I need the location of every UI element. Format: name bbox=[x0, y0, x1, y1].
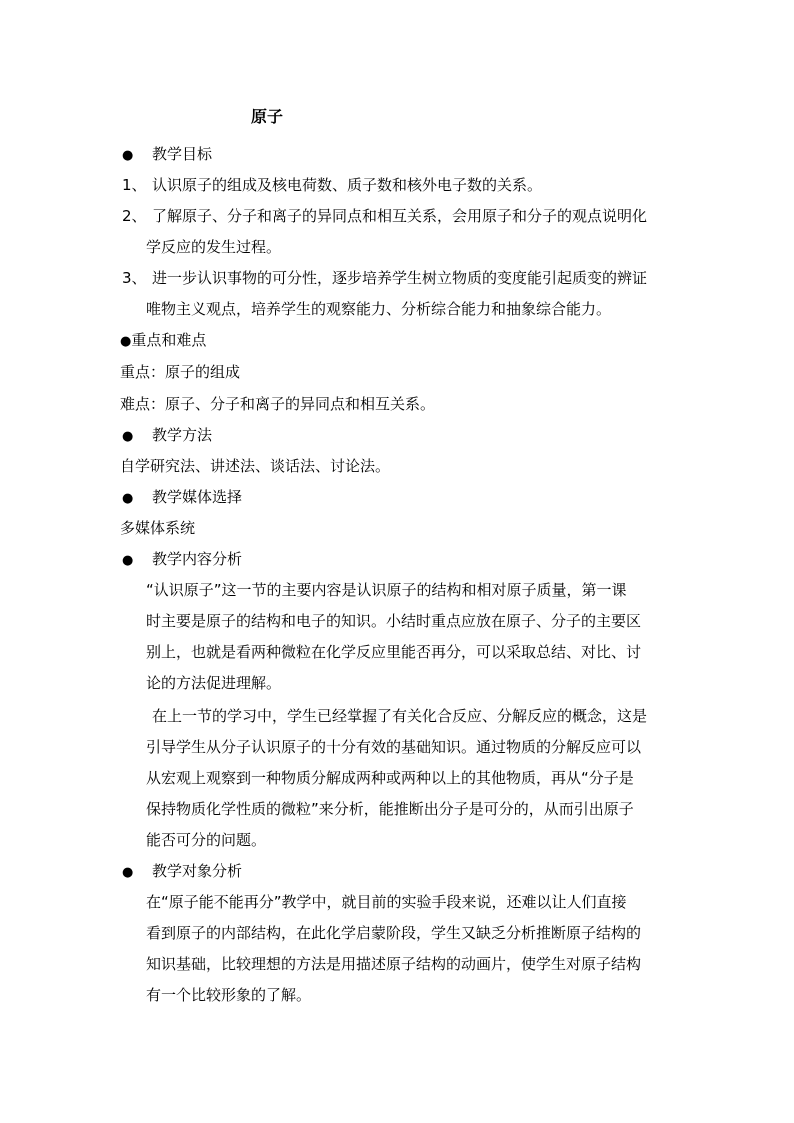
section-heading-methods: ● 教学方法 bbox=[122, 424, 212, 448]
content-para2-line: 能否可分的问题。 bbox=[146, 831, 267, 849]
content-para1-line: 论的方法促进理解。 bbox=[146, 674, 282, 692]
methods-text: 自学研究法、讲述法、谈话法、讨论法。 bbox=[120, 457, 391, 475]
content-para1-line: “认识原子”这一节的主要内容是认识原子的结构和相对原子质量，第一课 bbox=[146, 581, 627, 599]
bullet-icon: ● bbox=[122, 429, 134, 444]
content-para2-line: 在上一节的学习中，学生已经掌握了有关化合反应、分解反应的概念，这是 bbox=[152, 707, 648, 725]
audience-para-line: 看到原子的内部结构，在此化学启蒙阶段，学生又缺乏分析推断原子结构的 bbox=[146, 924, 642, 942]
section-heading-key-points: ●重点和难点 bbox=[120, 329, 206, 353]
goal-item-2: 2、 了解原子、分子和离子的异同点和相互关系，会用原子和分子的观点说明化 bbox=[122, 207, 648, 225]
content-para1-line: 别上，也就是看两种微粒在化学反应里能否再分，可以采取总结、对比、讨 bbox=[146, 643, 642, 661]
document-title: 原子 bbox=[251, 107, 284, 126]
section-heading-media: ● 教学媒体选择 bbox=[122, 486, 242, 510]
bullet-icon: ● bbox=[120, 334, 132, 349]
goal-item-3-continuation: 唯物主义观点，培养学生的观察能力、分析综合能力和抽象综合能力。 bbox=[146, 300, 612, 318]
bullet-icon: ● bbox=[122, 148, 134, 163]
goal-item-1: 1、 认识原子的组成及核电荷数、质子数和核外电子数的关系。 bbox=[122, 176, 543, 194]
audience-para-line: 有一个比较形象的了解。 bbox=[146, 986, 312, 1004]
media-text: 多媒体系统 bbox=[120, 519, 196, 537]
audience-para-line: 知识基础，比较理想的方法是用描述原子结构的动画片，使学生对原子结构 bbox=[146, 955, 642, 973]
bullet-icon: ● bbox=[122, 491, 134, 506]
content-para2-line: 引导学生从分子认识原子的十分有效的基础知识。通过物质的分解反应可以 bbox=[146, 738, 642, 756]
content-para1-line: 时主要是原子的结构和电子的知识。小结时重点应放在原子、分子的主要区 bbox=[146, 612, 642, 630]
difficulty-text: 难点：原子、分子和离子的异同点和相互关系。 bbox=[120, 395, 436, 413]
audience-para-line: 在“原子能不能再分”教学中，就目前的实验手段来说，还难以让人们直接 bbox=[146, 893, 627, 911]
bullet-icon: ● bbox=[122, 553, 134, 568]
content-para2-line: 从宏观上观察到一种物质分解成两种或两种以上的其他物质，再从“分子是 bbox=[146, 769, 634, 787]
key-point-text: 重点：原子的组成 bbox=[120, 363, 241, 381]
section-heading-content-analysis: ● 教学内容分析 bbox=[122, 548, 242, 572]
content-para2-line: 保持物质化学性质的微粒”来分析，能推断出分子是可分的，从而引出原子 bbox=[146, 800, 634, 818]
section-heading-goals: ● 教学目标 bbox=[122, 143, 212, 167]
goal-item-2-continuation: 学反应的发生过程。 bbox=[146, 238, 282, 256]
goal-item-3: 3、 进一步认识事物的可分性，逐步培养学生树立物质的变度能引起质变的辨证 bbox=[122, 269, 648, 287]
bullet-icon: ● bbox=[122, 865, 134, 880]
section-heading-audience-analysis: ● 教学对象分析 bbox=[122, 860, 242, 884]
